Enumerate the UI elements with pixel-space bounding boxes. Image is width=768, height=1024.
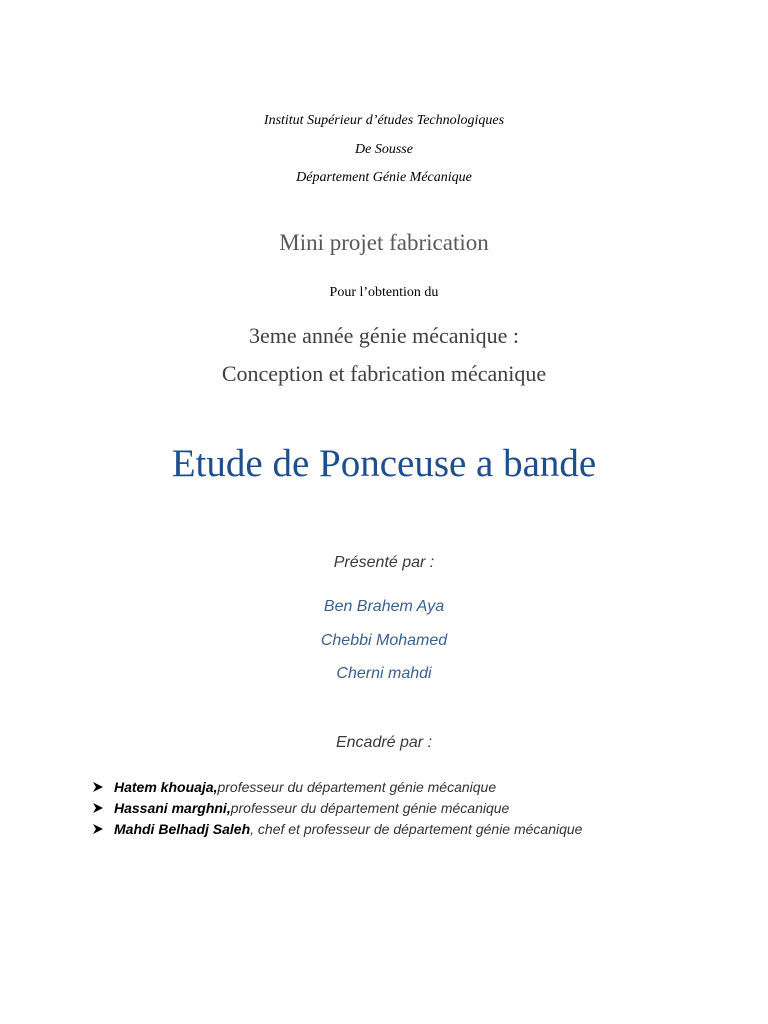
project-purpose: Pour l’obtention du (329, 285, 439, 300)
arrow-bullet-icon (92, 781, 104, 793)
student-name: Chebbi Mohamed (320, 632, 448, 649)
supervisor-name: Hassani marghni, (114, 799, 231, 816)
arrow-bullet-icon (92, 823, 104, 835)
supervisor-role: professeur du département génie mécanique (230, 799, 510, 816)
institute-city: De Sousse (355, 142, 413, 157)
supervisor-role: professeur du département génie mécanique (217, 778, 497, 795)
year-line: 3eme année génie mécanique : (249, 323, 519, 348)
presented-by-label: Présenté par : (333, 554, 435, 571)
supervisor-name: Mahdi Belhadj Saleh (114, 820, 251, 837)
supervised-by-label: Encadré par : (335, 734, 433, 751)
supervisor-item (92, 776, 582, 797)
student-name: Ben Brahem Aya (323, 598, 445, 615)
specialty-line: Conception et fabrication mécanique (221, 361, 547, 386)
document-title: Etude de Ponceuse a bande (171, 442, 597, 485)
department-name: Département Génie Mécanique (296, 170, 472, 185)
supervisor-item (92, 797, 582, 818)
supervisor-name: Hatem khouaja, (114, 778, 218, 795)
supervisor-list (92, 776, 582, 839)
arrow-bullet-icon (92, 802, 104, 814)
institute-name: Institut Supérieur d’études Technologiques (263, 113, 505, 128)
supervisor-item (92, 818, 582, 839)
project-type: Mini projet fabrication (279, 230, 489, 255)
supervisor-role: , chef et professeur de département génie mécanique (250, 820, 583, 837)
student-name: Cherni mahdi (336, 665, 432, 682)
